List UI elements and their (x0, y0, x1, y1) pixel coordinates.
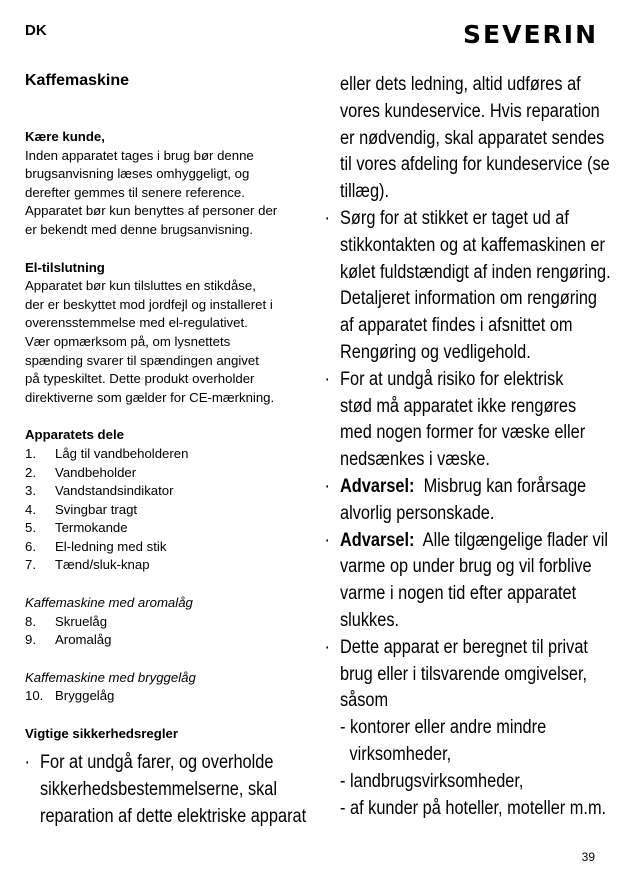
safety-heading: Vigtige sikkerhedsregler (25, 726, 178, 742)
parts-heading: Apparatets dele (25, 427, 124, 443)
item-number: 4. (25, 501, 36, 517)
item-number: 5. (25, 520, 36, 536)
bullet-line: med nogen former for væske eller (340, 422, 586, 444)
aroma-section (25, 594, 295, 650)
bullet-line: stikkontakten og at kaffemaskinen er (340, 234, 605, 256)
greeting-line: derefter gemmes til senere reference. (25, 184, 245, 200)
electrical-line: på typeskiltet. Dette produkt overholder (25, 371, 255, 387)
bullet-line: Dette apparat er beregnet til privat (340, 636, 588, 658)
electrical-line: direktiverne som gælder for CE-mærkning. (25, 389, 275, 405)
continuation-line: eller dets ledning, altid udføres af (340, 74, 581, 95)
item-label: Svingbar tragt (55, 501, 138, 517)
bullet-line: varme i nogen tid efter apparatet (340, 583, 577, 605)
greeting-line: Apparatet bør kun benyttes af personer der (25, 203, 278, 219)
sub-item-line (340, 769, 611, 796)
item-label: Vandbeholder (55, 464, 137, 480)
list-item (25, 687, 295, 706)
bullet-line: brug eller i tilsvarende omgivelser, (340, 663, 588, 685)
greeting-section (25, 128, 295, 240)
item-number: 7. (25, 557, 36, 573)
bullet-line (340, 474, 611, 501)
bullet-line: kølet fuldstændigt af inden rengøring. (340, 261, 611, 283)
left-column (25, 128, 295, 744)
brew-section (25, 669, 295, 706)
parts-section (25, 426, 295, 575)
brew-heading: Kaffemaskine med bryggelåg (25, 669, 196, 685)
list-item (25, 538, 295, 557)
item-number: 2. (25, 464, 36, 480)
electrical-section (25, 259, 295, 408)
aroma-heading: Kaffemaskine med aromalåg (25, 595, 193, 611)
bullet-dot: · (324, 475, 330, 497)
bullet-line: af apparatet findes i afsnittet om (340, 315, 573, 337)
aroma-list (25, 613, 295, 650)
electrical-line: Vær opmærksom på, om lysnettets (25, 333, 231, 349)
page-title: Kaffemaskine (25, 72, 130, 89)
list-item (25, 445, 295, 464)
sub-item (340, 796, 611, 823)
sub-item-text: af kunder på hoteller, moteller m.m. (349, 797, 607, 819)
continuation-line: tillæg). (340, 181, 390, 203)
bullet-text: Misbrug kan forårsage (423, 475, 587, 497)
dash-symbol: - (340, 770, 346, 792)
continuation-line: er nødvendig, skal apparatet sendes (340, 127, 605, 149)
bullet-line: Rengøring og vedligehold. (340, 341, 531, 363)
warning-label: Advarsel: (340, 529, 415, 551)
list-item (25, 556, 295, 575)
brand-logo: SEVERIN (463, 20, 598, 49)
bullet-line: Detaljeret information om rengøring (340, 288, 598, 310)
bullet-line: reparation af dette elektriske apparat (40, 805, 307, 827)
greeting-line: Inden apparatet tages i brug bør denne (25, 147, 254, 163)
electrical-line: spænding svarer til spændingen angivet (25, 352, 259, 368)
safety-bullet-1 (24, 750, 307, 830)
brew-list (25, 687, 295, 706)
bullet-line: varme op under brug og vil forblive (340, 556, 592, 578)
item-label: Aromalåg (55, 632, 112, 648)
electrical-heading: El-tilslutning (25, 259, 105, 275)
greeting-line: brugsanvisning læses omhyggeligt, og (25, 166, 250, 182)
sub-item-line (340, 796, 611, 823)
list-item (25, 482, 295, 501)
page-number: 39 (581, 850, 595, 864)
sub-item-line: virksomheder, (349, 743, 452, 765)
greeting-line: er bekendt med denne brugsanvisning. (25, 221, 254, 237)
right-column (324, 72, 611, 822)
language-code: DK (25, 22, 47, 39)
list-item (25, 501, 295, 520)
electrical-line: der er beskyttet mod jordfejl og installeret i (25, 296, 273, 312)
electrical-line: overensstemmelse med el-regulativet. (25, 315, 248, 331)
item-label: Låg til vandbeholderen (55, 445, 189, 461)
item-label: Skruelåg (55, 613, 108, 629)
safety-bullet-4 (324, 474, 611, 528)
bullet-dot: · (324, 529, 330, 551)
item-number: 8. (25, 613, 36, 629)
list-item (25, 519, 295, 538)
item-label: Vandstandsindikator (55, 483, 174, 499)
safety-bullet-3 (324, 367, 611, 474)
item-number: 6. (25, 538, 36, 554)
item-number: 1. (25, 445, 36, 461)
bullet-line: Sørg for at stikket er taget ud af (340, 207, 569, 229)
greeting-heading: Kære kunde, (25, 129, 105, 144)
sub-list (340, 715, 611, 822)
sub-item (340, 715, 611, 769)
bullet-line: sikkerhedsbestemmelserne, skal (40, 778, 278, 800)
bullet-line: alvorlig personskade. (340, 502, 495, 524)
list-item (25, 631, 295, 650)
sub-item (340, 769, 611, 796)
bullet-line: nedsænkes i væske. (340, 449, 490, 471)
bullet-dot: · (324, 368, 330, 390)
item-label: Termokande (55, 520, 128, 536)
item-number: 10. (25, 688, 44, 704)
item-label: Tænd/sluk-knap (55, 557, 150, 573)
bullet-line: slukkes. (340, 609, 400, 631)
list-item (25, 613, 295, 632)
bullet-line: For at undgå risiko for elektrisk (340, 368, 564, 390)
dash-symbol: - (340, 717, 346, 739)
item-label: Bryggelåg (55, 688, 115, 704)
continuation-line: vores kundeservice. Hvis reparation (340, 100, 600, 122)
warning-label: Advarsel: (340, 475, 415, 497)
item-number: 3. (25, 483, 36, 499)
safety-bullet-5 (324, 528, 611, 635)
bullet-line: såsom (340, 690, 389, 712)
electrical-line: Apparatet bør kun tilsluttes en stikdåse, (25, 278, 256, 294)
item-number: 9. (25, 632, 36, 648)
item-label: El-ledning med stik (55, 538, 167, 554)
bullet-line (24, 750, 306, 777)
bullet-line (340, 528, 611, 555)
sub-item-line (340, 715, 611, 742)
sub-item-text: kontorer eller andre mindre (349, 717, 547, 739)
parts-list (25, 445, 295, 575)
bullet-text: For at undgå farer, og overholde (40, 752, 274, 773)
continuation-line: til vores afdeling for kundeservice (se (340, 154, 610, 176)
bullet-dot: · (324, 207, 330, 229)
dash-symbol: - (340, 797, 346, 819)
bullet-dot: · (324, 636, 330, 658)
bullet-text: Alle tilgængelige flader vil (422, 529, 608, 551)
safety-bullet-6 (324, 635, 611, 715)
bullet-line: stød må apparatet ikke rengøres (340, 395, 577, 417)
safety-bullet-2 (324, 206, 611, 367)
list-item (25, 464, 295, 483)
bullet-dot: · (24, 752, 30, 773)
sub-item-text: landbrugsvirksomheder, (349, 770, 524, 792)
